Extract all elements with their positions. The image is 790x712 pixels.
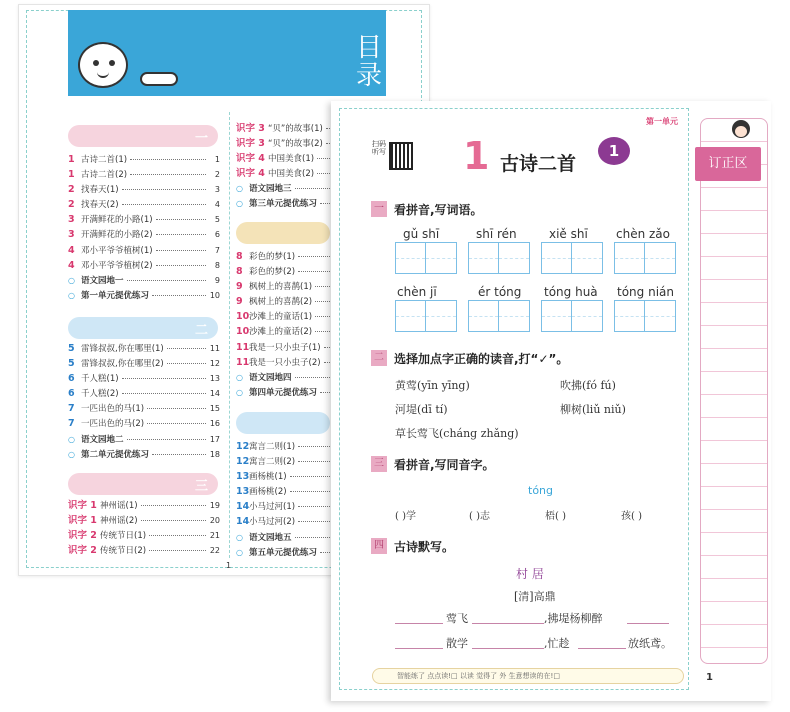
toc-entry-number: 2: [68, 184, 75, 196]
homophone-blank[interactable]: ( )志: [469, 511, 490, 522]
toc-leader-dots: [320, 552, 330, 553]
toc-entry-number: 9: [236, 281, 243, 293]
toc-entry-title: 第五单元提优练习: [249, 547, 318, 558]
toc-entry[interactable]: [236, 385, 332, 400]
toc-entry-number: 2: [68, 199, 75, 211]
toc-entry-number: 6: [68, 388, 75, 400]
toc-entry-page: 20: [209, 516, 220, 526]
toc-entry-title: 语文园地三: [249, 184, 292, 195]
toc-entry-title: 枫树上的喜鹊(2): [249, 297, 313, 308]
toc-entry-number: 识字 2: [68, 545, 97, 557]
toc-entry[interactable]: [68, 273, 220, 288]
lesson-number: 1: [463, 134, 490, 178]
qr-label: 扫码听写: [372, 140, 386, 156]
toc-entry[interactable]: [68, 416, 220, 431]
toc-col1-group3: [68, 498, 220, 558]
section-title: 看拼音,写词语。: [394, 203, 483, 217]
toc-entry-title: 小马过河(1): [249, 502, 296, 513]
poem-blank[interactable]: [472, 648, 544, 649]
toc-leader-dots: [127, 280, 206, 281]
toc-entry[interactable]: [236, 514, 332, 529]
toc-entry-number: 8: [236, 251, 243, 262]
homophone-blank[interactable]: 梧( ): [545, 511, 566, 522]
toc-entry[interactable]: [68, 212, 220, 227]
toc-heading: 目 录: [356, 33, 383, 91]
toc-leader-dots: [315, 301, 330, 302]
toc-entry-title: 古诗二首(2): [81, 170, 128, 181]
toc-leader-dots: [167, 348, 206, 349]
toc-leader-dots: [127, 439, 206, 440]
toc-leader-dots: [315, 331, 330, 332]
toc-entry[interactable]: [68, 513, 220, 528]
toc-entry[interactable]: [68, 341, 220, 356]
toc-entry-page: 8: [214, 260, 220, 270]
toc-entry-number: ○: [68, 275, 75, 285]
toc-entry[interactable]: [236, 181, 332, 196]
section-title: 看拼音,写同音字。: [394, 458, 495, 472]
toc-entry[interactable]: [236, 469, 332, 484]
toc-entry-page: 14: [209, 389, 220, 399]
toc-entry[interactable]: [236, 484, 332, 499]
pinyin: xiě shī: [549, 227, 588, 241]
toc-entry-number: 5: [68, 358, 75, 370]
toc-leader-dots: [315, 316, 330, 317]
toc-leader-dots: [298, 506, 330, 507]
toc-leader-dots: [324, 362, 330, 363]
toc-leader-dots: [317, 158, 330, 159]
toc-entry-page: 22: [209, 546, 220, 556]
toc-entry[interactable]: [68, 498, 220, 513]
toc-entry[interactable]: [236, 340, 332, 355]
unit-header-1: 一: [68, 125, 218, 147]
pinyin: shī rén: [476, 227, 517, 241]
toc-entry-title: 沙滩上的童话(1): [249, 312, 313, 323]
reading-choice[interactable]: 柳树(liǔ niǔ): [560, 403, 626, 416]
pinyin: tóng nián: [617, 285, 674, 299]
unit-header-2: 二: [68, 317, 218, 339]
toc-leader-dots: [295, 537, 330, 538]
toc-leader-dots: [141, 505, 206, 506]
writing-grid[interactable]: [395, 242, 457, 274]
toc-entry-number: 5: [68, 343, 75, 354]
toc-entry-number: 识字 2: [68, 530, 97, 542]
poem-blank[interactable]: [395, 623, 443, 624]
toc-entry-page: 6: [214, 230, 220, 240]
toc-leader-dots: [320, 392, 330, 393]
toc-leader-dots: [122, 393, 206, 394]
pinyin: tóng huà: [544, 285, 598, 299]
toc-entry-title: 寓言二则(2): [249, 457, 296, 468]
unit-header-3: 三: [68, 473, 218, 495]
toc-entry[interactable]: [68, 528, 220, 543]
toc-entry[interactable]: [68, 258, 220, 273]
toc-entry-page: 1: [214, 155, 220, 164]
toc-leader-dots: [298, 446, 330, 447]
writing-grid[interactable]: [541, 300, 603, 332]
toc-entry-title: 一匹出色的马(2): [81, 419, 145, 430]
toc-entry-number: 7: [68, 418, 75, 430]
toc-entry-page: 16: [209, 419, 220, 429]
toc-entry-page: 9: [214, 275, 220, 285]
toc-entry[interactable]: [236, 499, 332, 514]
toc-leader-dots: [326, 128, 330, 129]
poem-title: 村 居: [516, 567, 544, 581]
section-number: 二: [371, 350, 387, 366]
toc-entry[interactable]: [236, 545, 332, 560]
toc-entry-title: 小马过河(2): [249, 517, 296, 528]
writing-grid[interactable]: [468, 242, 530, 274]
toc-leader-dots: [149, 535, 206, 536]
toc-entry-page: 18: [209, 449, 220, 459]
sun-icon: [78, 42, 128, 88]
toc-entry[interactable]: [236, 121, 332, 136]
toc-entry-title: 雷锋叔叔,你在哪里(1): [81, 344, 164, 354]
toc-entry-number: 14: [236, 501, 250, 513]
toc-entry-number: 识字 4: [236, 168, 265, 180]
toc-entry-page: 11: [209, 344, 220, 353]
pinyin: gǔ shī: [403, 227, 440, 241]
section-number: 四: [371, 538, 387, 554]
unit-label: 第一单元: [646, 117, 678, 126]
toc-entry[interactable]: [236, 355, 332, 370]
toc-entry[interactable]: [68, 227, 220, 242]
lesson-badge: 1: [598, 137, 630, 165]
toc-entry-title: “贝”的故事(2): [268, 139, 323, 150]
toc-entry-page: 12: [209, 359, 220, 369]
poem-blank[interactable]: [627, 623, 669, 624]
writing-grid[interactable]: [614, 242, 676, 274]
toc-leader-dots: [141, 520, 206, 521]
toc-entry[interactable]: [68, 432, 220, 447]
toc-entry-number: ○: [68, 449, 75, 459]
toc-entry-number: 8: [236, 266, 243, 278]
toc-entry-title: 开满鲜花的小路(2): [81, 230, 153, 241]
toc-entry-number: 4: [68, 244, 75, 256]
correction-label: 订正区: [695, 147, 761, 181]
toc-entry-number: 识字 1: [68, 515, 97, 527]
toc-entry[interactable]: [236, 324, 332, 339]
toc-entry[interactable]: [68, 243, 220, 258]
toc-entry-page: 3: [214, 185, 220, 195]
toc-entry-title: 语文园地一: [81, 275, 124, 286]
toc-entry-number: 13: [236, 486, 250, 498]
toc-entry-title: 第四单元提优练习: [249, 387, 318, 398]
toc-entry-number: ○: [68, 290, 75, 300]
poem-author: [清]高鼎: [514, 590, 556, 603]
unit-header-5: [236, 412, 330, 434]
toc-entry-number: 10: [236, 311, 250, 323]
toc-leader-dots: [156, 219, 206, 220]
toc-entry[interactable]: [68, 356, 220, 371]
toc-entry-title: 古诗二首(1): [81, 155, 128, 165]
toc-entry-title: 传统节日(1): [100, 531, 147, 542]
toc-entry-number: ○: [236, 387, 243, 397]
toc-entry-title: 邓小平爷爷植树(1): [81, 245, 153, 256]
toc-entry-number: 9: [236, 296, 243, 308]
toc-leader-dots: [147, 423, 206, 424]
toc-leader-dots: [295, 377, 330, 378]
toc-entry[interactable]: [68, 197, 220, 212]
toc-entry-number: 6: [68, 373, 75, 385]
toc-entry-title: 第二单元提优练习: [81, 449, 150, 460]
toc-entry[interactable]: [68, 401, 220, 416]
writing-grid[interactable]: [468, 300, 530, 332]
poem-blank[interactable]: [472, 623, 544, 624]
toc-entry-title: 画杨桃(1): [249, 472, 287, 483]
toc-entry-page: 2: [214, 170, 220, 180]
toc-leader-dots: [149, 550, 206, 551]
reading-choice[interactable]: 河堤(dī tí): [395, 403, 448, 416]
toc-entry-page: 10: [209, 290, 220, 300]
toc-entry-page: 17: [209, 434, 220, 444]
toc-entry-title: 语文园地四: [249, 372, 292, 383]
toc-col2-group1: [236, 121, 332, 212]
toc-leader-dots: [167, 363, 206, 364]
toc-entry-title: 第一单元提优练习: [81, 290, 150, 301]
poem-text: 散学: [446, 637, 468, 650]
toc-entry-title: 语文园地二: [81, 434, 124, 445]
section-title: 古诗默写。: [394, 540, 455, 554]
toc-entry[interactable]: [236, 279, 332, 294]
homophone-blank[interactable]: 孩( ): [621, 511, 642, 522]
toc-entry[interactable]: [68, 543, 220, 558]
toc-entry[interactable]: [236, 294, 332, 309]
toc-col1-group1: [68, 152, 220, 303]
toc-entry-number: 7: [68, 403, 75, 415]
toc-entry[interactable]: [236, 151, 332, 166]
toc-leader-dots: [298, 461, 330, 462]
toc-entry[interactable]: [236, 530, 332, 545]
writing-grid[interactable]: [614, 300, 676, 332]
pinyin: ér tóng: [478, 285, 522, 299]
toc-entry-number: 13: [236, 471, 250, 483]
toc-leader-dots: [290, 476, 330, 477]
toc-entry-number: 10: [236, 326, 250, 338]
toc-entry-page: 19: [209, 501, 220, 510]
toc-leader-dots: [326, 143, 330, 144]
toc-entry-title: 枫树上的喜鹊(1): [249, 282, 313, 293]
toc-entry-title: 中国美食(1): [268, 154, 315, 165]
unit-header-4: [236, 222, 330, 244]
toc-entry-page: 7: [214, 245, 220, 255]
toc-leader-dots: [295, 188, 330, 189]
toc-col2-group3: [236, 439, 332, 560]
toc-leader-dots: [147, 408, 206, 409]
toc-entry[interactable]: [236, 136, 332, 151]
girl-icon: [732, 120, 750, 138]
toc-leader-dots: [152, 295, 206, 296]
toc-entry[interactable]: [236, 166, 332, 181]
toc-entry-number: 1: [68, 169, 75, 181]
toc-leader-dots: [130, 174, 206, 175]
toc-entry-title: 找春天(2): [81, 200, 119, 211]
section-title: 选择加点字正确的读音,打“✓”。: [394, 352, 569, 366]
toc-leader-dots: [122, 189, 206, 190]
toc-entry[interactable]: [68, 447, 220, 462]
toc-entry-number: 4: [68, 259, 75, 271]
lesson-title: 古诗二首: [500, 153, 577, 175]
toc-entry[interactable]: [68, 152, 220, 167]
toc-entry[interactable]: [236, 249, 332, 264]
toc-entry-title: 一匹出色的马(1): [81, 404, 145, 415]
toc-entry-number: 12: [236, 441, 250, 452]
toc-entry-number: 识字 3: [236, 123, 265, 134]
correction-area: [700, 118, 768, 664]
homophone-pinyin: tóng: [528, 484, 553, 497]
toc-entry[interactable]: [236, 439, 332, 454]
toc-entry[interactable]: [68, 386, 220, 401]
section-number: 一: [371, 201, 387, 217]
toc-leader-dots: [122, 378, 206, 379]
toc-leader-dots: [156, 250, 206, 251]
toc-leader-dots: [156, 234, 206, 235]
toc-entry-title: 神州谣(1): [100, 501, 138, 511]
toc-leader-dots: [320, 203, 330, 204]
toc-entry-number: 1: [68, 154, 75, 165]
toc-entry-number: ○: [236, 532, 243, 542]
writing-grid[interactable]: [541, 242, 603, 274]
toc-leader-dots: [298, 256, 330, 257]
toc-entry-title: “贝”的故事(1): [268, 124, 323, 134]
pinyin: chèn jī: [397, 285, 437, 299]
toc-entry-title: 神州谣(2): [100, 516, 138, 527]
toc-leader-dots: [298, 521, 330, 522]
toc-entry-title: 千人糕(1): [81, 374, 119, 385]
toc-entry-number: ○: [236, 372, 243, 382]
toc-entry-page: 4: [214, 200, 220, 210]
toc-entry-title: 画杨桃(2): [249, 487, 287, 498]
toc-entry-title: 彩色的梦(2): [249, 267, 296, 278]
toc-leader-dots: [152, 454, 206, 455]
toc-entry-title: 我是一只小虫子(2): [249, 357, 321, 368]
toc-leader-dots: [130, 159, 206, 160]
poem-text: 莺飞: [446, 612, 468, 625]
toc-entry[interactable]: [68, 371, 220, 386]
pinyin: chèn zǎo: [616, 227, 670, 241]
toc-entry[interactable]: [236, 196, 332, 211]
toc-entry-title: 沙滩上的童话(2): [249, 327, 313, 338]
poem-text: 放纸鸢。: [628, 637, 672, 650]
toc-leader-dots: [324, 347, 330, 348]
toc-leader-dots: [290, 491, 330, 492]
toc-entry-title: 找春天(1): [81, 185, 119, 196]
toc-entry[interactable]: [236, 370, 332, 385]
toc-entry-title: 我是一只小虫子(1): [249, 342, 321, 353]
poem-blank[interactable]: [578, 648, 626, 649]
toc-entry-title: 千人糕(2): [81, 389, 119, 400]
toc-entry-title: 第三单元提优练习: [249, 199, 318, 210]
toc-entry[interactable]: [236, 309, 332, 324]
toc-entry-number: ○: [236, 199, 243, 209]
section-number: 三: [371, 456, 387, 472]
toc-entry-number: ○: [236, 184, 243, 194]
qr-code-icon[interactable]: [389, 142, 413, 170]
poem-text: ,拂堤杨柳醉: [544, 612, 603, 625]
toc-entry-number: ○: [236, 547, 243, 557]
cloud-icon: [140, 72, 178, 86]
toc-entry-page: 21: [209, 531, 220, 541]
poem-text: ,忙趁: [544, 637, 570, 650]
page-number: 1: [706, 672, 713, 683]
toc-divider: [229, 112, 230, 558]
toc-entry-page: 13: [209, 374, 220, 384]
toc-entry-title: 传统节日(2): [100, 546, 147, 557]
toc-entry-number: 识字 1: [68, 500, 97, 511]
toc-entry-page: 15: [209, 404, 220, 414]
poem-blank[interactable]: [395, 648, 443, 649]
toc-entry-title: 邓小平爷爷植树(2): [81, 260, 153, 271]
toc-leader-dots: [156, 265, 206, 266]
toc-entry-title: 雷锋叔叔,你在哪里(2): [81, 359, 164, 370]
toc-entry-number: 识字 3: [236, 138, 265, 150]
toc-entry-title: 中国美食(2): [268, 169, 315, 180]
toc-entry-number: 12: [236, 456, 250, 468]
toc-entry-number: 11: [236, 356, 250, 368]
toc-entry-number: 3: [68, 229, 75, 241]
toc-entry-number: 识字 4: [236, 153, 265, 165]
reading-choice[interactable]: 草长莺飞(cháng zhǎng): [395, 427, 519, 440]
toc-entry-number: 11: [236, 341, 250, 353]
toc-entry-page: 5: [214, 215, 220, 225]
toc-col1-group2: [68, 341, 220, 462]
toc-leader-dots: [317, 173, 330, 174]
toc-entry[interactable]: [236, 454, 332, 469]
toc-entry[interactable]: [68, 182, 220, 197]
toc-leader-dots: [298, 271, 330, 272]
toc-entry[interactable]: [68, 288, 220, 303]
toc-entry[interactable]: [68, 167, 220, 182]
toc-entry-title: 彩色的梦(1): [249, 252, 296, 262]
toc-leader-dots: [122, 204, 206, 205]
reading-choice[interactable]: 黄莺(yīn yīng): [395, 379, 470, 392]
toc-entry-title: 开满鲜花的小路(1): [81, 215, 153, 226]
toc-entry-number: ○: [68, 434, 75, 444]
toc-leader-dots: [315, 286, 330, 287]
toc-entry[interactable]: [236, 264, 332, 279]
toc-entry-number: 3: [68, 214, 75, 226]
toc-entry-title: 语文园地五: [249, 532, 292, 543]
toc-col2-group2: [236, 249, 332, 400]
toc-entry-title: 寓言二则(1): [249, 442, 296, 452]
toc-entry-number: 14: [236, 516, 250, 528]
writing-grid[interactable]: [395, 300, 457, 332]
reading-choice[interactable]: 吹拂(fó fú): [560, 379, 616, 392]
homophone-blank[interactable]: ( )学: [395, 511, 416, 522]
toc-page-number: 1: [226, 561, 232, 570]
footer-bar: 智能练了 点点读!□ 以读 觉得了 外 生意想读的在!□: [372, 668, 684, 684]
